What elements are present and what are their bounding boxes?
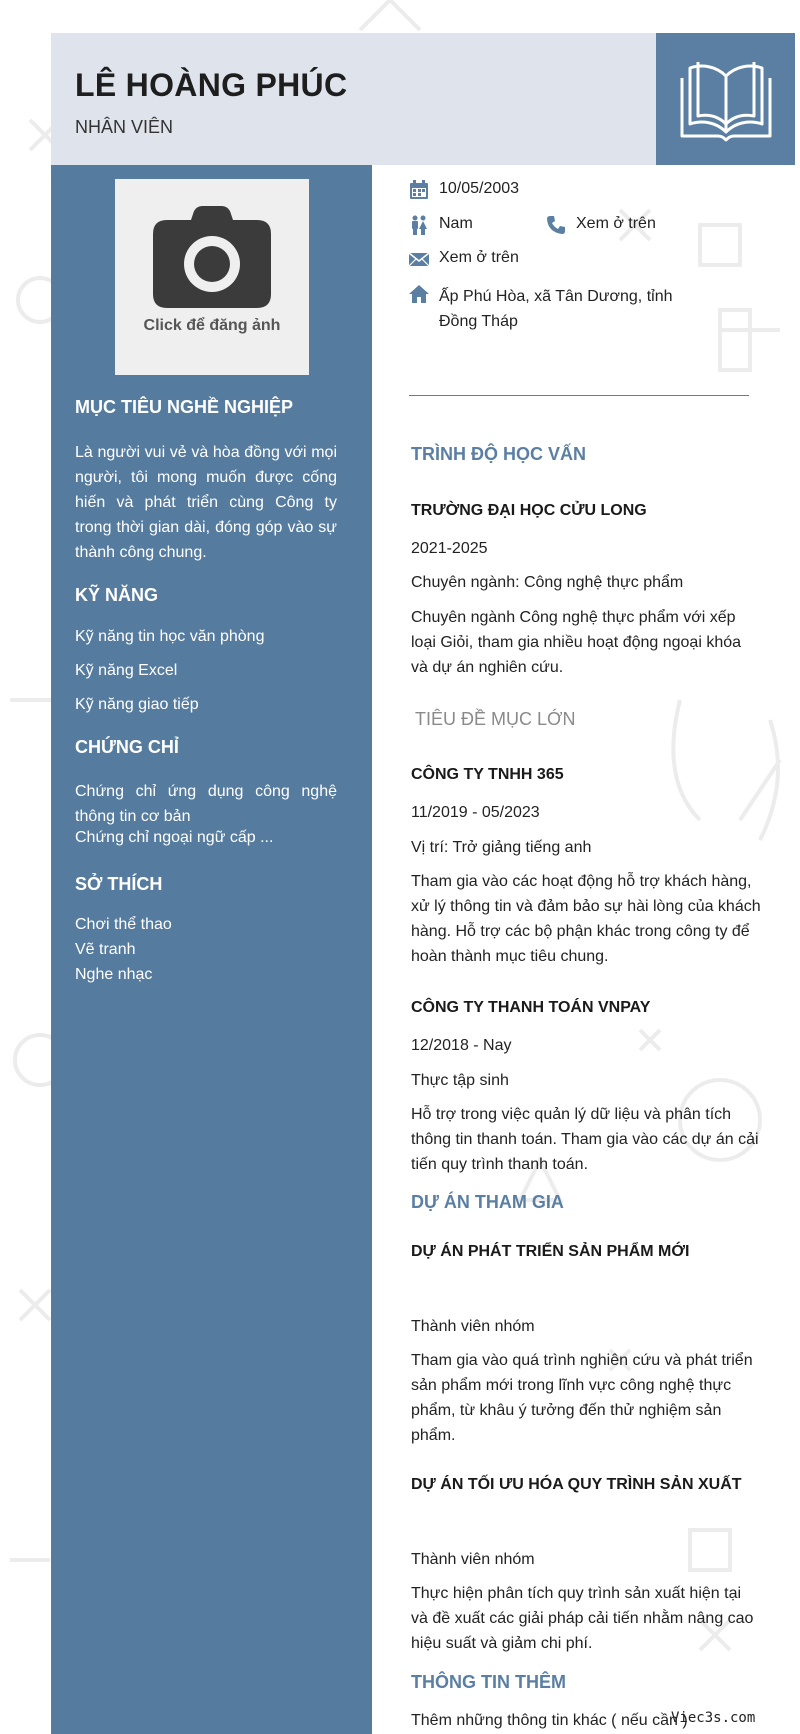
project-role[interactable]: Thành viên nhóm	[411, 1318, 535, 1335]
additional-info-text[interactable]: Thêm những thông tin khác ( nếu cần )	[411, 1712, 688, 1729]
certificate-item[interactable]: Chứng chỉ ứng dụng công nghệ thông tin cơ bản	[75, 783, 337, 825]
open-book-icon	[678, 54, 774, 144]
hobby-item[interactable]: Nghe nhạc	[75, 966, 153, 983]
calendar-icon	[409, 180, 429, 200]
job-description[interactable]: Hỗ trợ trong việc quản lý dữ liệu và phân tích thông tin thanh toán. Tham gia vào các dự án cải tiến quy trình thanh toán.	[411, 1106, 759, 1173]
company-name[interactable]: CÔNG TY THANH TOÁN VNPAY	[411, 999, 651, 1016]
skill-item[interactable]: Kỹ năng tin học văn phòng	[75, 628, 265, 645]
hobby-item[interactable]: Chơi thể thao	[75, 916, 172, 933]
skills-heading: KỸ NĂNG	[75, 585, 159, 605]
camera-icon	[153, 206, 271, 310]
project-description[interactable]: Tham gia vào quá trình nghiên cứu và phát triển sản phẩm mới trong lĩnh vực công nghệ thực phẩm, từ khâu ý tưởng đến thử nghiệm sản phẩm.	[411, 1352, 753, 1444]
home-icon	[409, 284, 429, 304]
site-watermark: Viec3s.com	[671, 1710, 756, 1726]
job-position[interactable]: Thực tập sinh	[411, 1072, 509, 1089]
job-period[interactable]: 11/2019 - 05/2023	[411, 804, 540, 821]
skill-item[interactable]: Kỹ năng Excel	[75, 662, 178, 679]
job-period[interactable]: 12/2018 - Nay	[411, 1037, 512, 1054]
objective-text[interactable]: Là người vui vẻ và hòa đồng với mọi người, tôi mong muốn được cống hiến và phát triển cùng Công ty trong thời gian dài, đóng góp vào sự thành công chung.	[75, 444, 337, 561]
education-heading: TRÌNH ĐỘ HỌC VẤN	[411, 444, 586, 464]
hobby-item[interactable]: Vẽ tranh	[75, 941, 136, 958]
project-name[interactable]: DỰ ÁN PHÁT TRIỂN SẢN PHẨM MỚI	[411, 1243, 690, 1260]
address-row	[409, 284, 672, 334]
experience-heading: TIÊU ĐỀ MỤC LỚN	[415, 709, 576, 729]
education-period[interactable]: 2021-2025	[411, 540, 488, 557]
address-line: Đồng Tháp	[439, 313, 518, 330]
hobbies-heading: SỞ THÍCH	[75, 874, 163, 894]
skill-item[interactable]: Kỹ năng giao tiếp	[75, 696, 199, 713]
project-role[interactable]: Thành viên nhóm	[411, 1551, 535, 1568]
job-position[interactable]: Vị trí: Trở giảng tiếng anh	[411, 839, 592, 856]
certificate-item[interactable]: Chứng chỉ ngoại ngữ cấp ...	[75, 829, 274, 846]
job-title[interactable]: NHÂN VIÊN	[75, 117, 174, 137]
phone-value[interactable]: Xem ở trên	[576, 215, 656, 232]
objective-heading: MỤC TIÊU NGHỀ NGHIỆP	[75, 397, 294, 417]
email-row	[409, 249, 519, 269]
education-description[interactable]: Chuyên ngành Công nghệ thực phẩm với xếp loại Giỏi, tham gia nhiều hoạt động ngoại khóa và dự án nghiên cứu.	[411, 609, 742, 676]
gender-value[interactable]: Nam	[439, 215, 473, 232]
gender-icon	[409, 215, 429, 235]
birthday-value[interactable]: 10/05/2003	[439, 180, 520, 197]
photo-upload-caption: Click để đăng ảnh	[143, 317, 281, 334]
gender-row	[409, 215, 473, 235]
certificates-heading: CHỨNG CHỈ	[75, 737, 179, 757]
project-name[interactable]: DỰ ÁN TỐI ƯU HÓA QUY TRÌNH SẢN XUẤT	[411, 1476, 742, 1493]
section-divider	[409, 395, 749, 396]
project-description[interactable]: Thực hiện phân tích quy trình sản xuất hiện tại và đề xuất các giải pháp cải tiến nhằm nâng cao hiệu suất và giảm chi phí.	[411, 1585, 754, 1652]
photo-upload[interactable]	[115, 179, 309, 375]
logo-box	[656, 33, 795, 165]
email-value[interactable]: Xem ở trên	[439, 249, 519, 266]
birthday-row	[409, 180, 519, 200]
email-icon	[409, 249, 429, 269]
resume	[51, 33, 795, 1734]
address-value[interactable]	[439, 284, 672, 334]
phone-icon	[546, 215, 566, 235]
resume-header	[51, 33, 656, 165]
projects-heading: DỰ ÁN THAM GIA	[411, 1192, 564, 1212]
address-line: Ấp Phú Hòa, xã Tân Dương, tỉnh	[439, 288, 673, 305]
company-name[interactable]: CÔNG TY TNHH 365	[411, 766, 564, 783]
phone-row	[546, 215, 656, 235]
school-name[interactable]: TRƯỜNG ĐẠI HỌC CỬU LONG	[411, 502, 647, 519]
sidebar	[51, 165, 372, 1734]
additional-info-heading: THÔNG TIN THÊM	[411, 1672, 566, 1692]
candidate-name[interactable]: LÊ HOÀNG PHÚC	[75, 67, 348, 103]
education-major[interactable]: Chuyên ngành: Công nghệ thực phẩm	[411, 574, 684, 591]
job-description[interactable]: Tham gia vào các hoạt động hỗ trợ khách hàng, xử lý thông tin và đảm bảo sự hài lòng của khách hàng. Hỗ trợ các bộ phận khác trong công ty để hoàn thành mục tiêu chung.	[411, 873, 761, 965]
